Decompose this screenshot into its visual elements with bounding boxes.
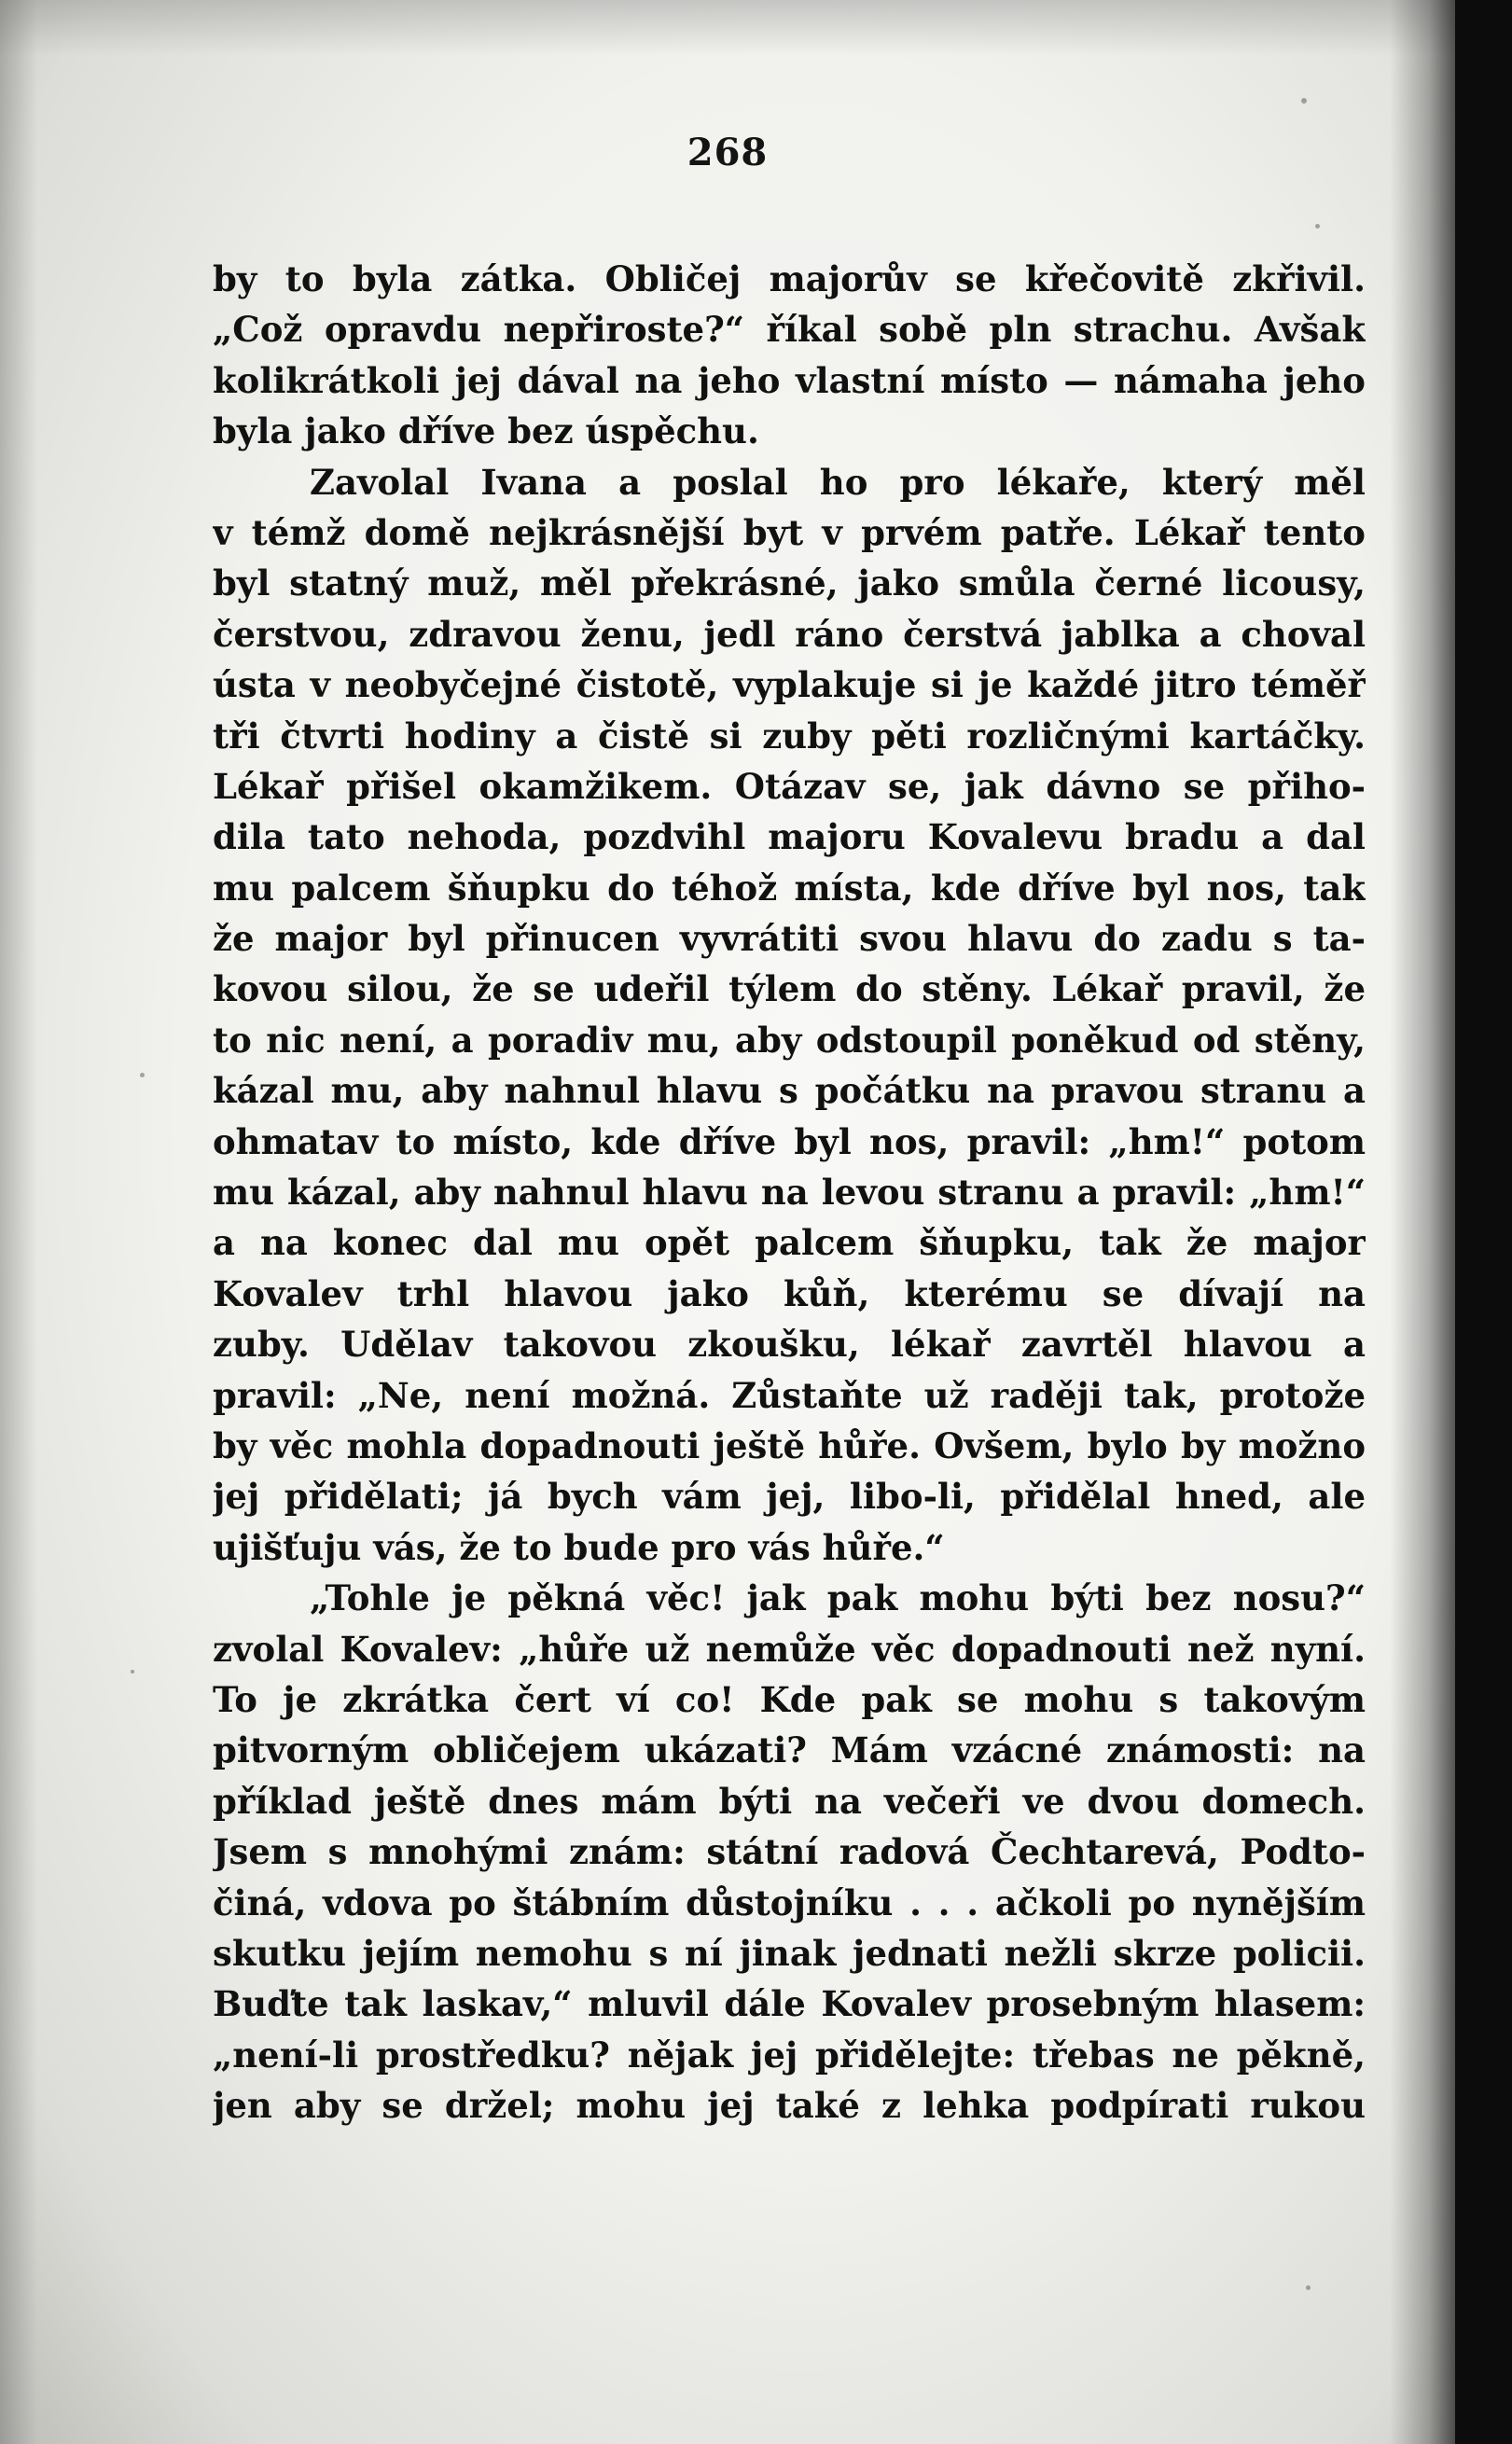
print-speck bbox=[1301, 98, 1307, 104]
text-line: zvolal Kovalev: „hůře už nemůže věc dopadnouti než nyní. bbox=[213, 1628, 1366, 1670]
text-line: to nic není, a poradiv mu, aby odstoupil poněkud od stěny, bbox=[213, 1019, 1366, 1061]
text-line: ujišťuju vás, že to bude pro vás hůře.“ bbox=[213, 1526, 945, 1568]
print-speck bbox=[1306, 2285, 1311, 2290]
text-line: Lékař přišel okamžikem. Otázav se, jak dávno se přiho- bbox=[213, 765, 1366, 807]
print-speck bbox=[140, 1073, 145, 1077]
text-line: skutku jejím nemohu s ní jinak jednati nežli skrze policii. bbox=[213, 1932, 1366, 1974]
text-line: jen aby se držel; mohu jej také z lehka podpírati rukou bbox=[213, 2085, 1366, 2127]
text-line: jej přidělati; já bych vám jej, libo-li, přidělal hned, ale bbox=[213, 1476, 1366, 1518]
page-top-shadow bbox=[0, 0, 1455, 56]
page-edge-shadow bbox=[1390, 0, 1455, 2444]
text-line: že major byl přinucen vyvrátiti svou hlavu do zadu s ta- bbox=[213, 918, 1366, 960]
print-speck bbox=[1315, 224, 1320, 229]
text-line: zuby. Udělav takovou zkoušku, lékař zavrtěl hlavou a bbox=[213, 1324, 1366, 1366]
text-line: kázal mu, aby nahnul hlavu s počátku na pravou stranu a bbox=[213, 1070, 1366, 1112]
text-line: pravil: „Ne, není možná. Zůstaňte už raději tak, protože bbox=[213, 1374, 1366, 1416]
text-line: To je zkrátka čert ví co! Kde pak se mohu s takovým bbox=[213, 1678, 1366, 1720]
text-line: tři čtvrti hodiny a čistě si zuby pěti rozličnými kartáčky. bbox=[213, 715, 1366, 757]
text-line: „není-li prostředku? nějak jej přidělejte: třebas ne pěkně, bbox=[213, 2034, 1366, 2076]
text-line: mu palcem šňupku do téhož místa, kde dříve byl nos, tak bbox=[213, 867, 1366, 909]
page-number: 268 bbox=[687, 131, 769, 174]
text-line: kolikrátkoli jej dával na jeho vlastní místo — námaha jeho bbox=[213, 359, 1366, 401]
text-line: Buďte tak laskav,“ mluvil dále Kovalev prosebným hlasem: bbox=[213, 1983, 1366, 2025]
text-line: kovou silou, že se udeřil týlem do stěny. Lékař pravil, že bbox=[213, 968, 1366, 1010]
text-line: „Tohle je pěkná věc! jak pak mohu býti bez nosu?“ bbox=[310, 1577, 1366, 1619]
text-line: ústa v neobyčejné čistotě, vyplakuje si je každé jitro téměř bbox=[213, 664, 1366, 706]
text-line: Jsem s mnohými znám: státní radová Čechtarevá, Podto- bbox=[213, 1831, 1366, 1873]
text-line: Zavolal Ivana a poslal ho pro lékaře, který měl bbox=[310, 461, 1366, 503]
text-line: v témž domě nejkrásnější byt v prvém patře. Lékař tento bbox=[213, 511, 1366, 553]
body-text bbox=[213, 254, 1366, 2131]
text-line: čerstvou, zdravou ženu, jedl ráno čerstvá jablka a choval bbox=[213, 613, 1366, 655]
text-line: byla jako dříve bez úspěchu. bbox=[213, 410, 759, 452]
text-line: dila tato nehoda, pozdvihl majoru Kovalevu bradu a dal bbox=[213, 816, 1366, 858]
text-line: pitvorným obličejem ukázati? Mám vzácné známosti: na bbox=[213, 1729, 1366, 1771]
text-line: ohmatav to místo, kde dříve byl nos, pravil: „hm!“ potom bbox=[213, 1120, 1366, 1162]
text-line: činá, vdova po štábním důstojníku . . . ačkoli po nynějším bbox=[213, 1882, 1366, 1923]
print-speck bbox=[131, 1670, 134, 1673]
text-line: a na konec dal mu opět palcem šňupku, tak že major bbox=[213, 1222, 1366, 1264]
text-line: byl statný muž, měl překrásné, jako smůla černé licousy, bbox=[213, 562, 1366, 604]
text-line: „Což opravdu nepřiroste?“ říkal sobě pln strachu. Avšak bbox=[213, 309, 1366, 351]
text-line: by věc mohla dopadnouti ještě hůře. Ovšem, bylo by možno bbox=[213, 1424, 1366, 1466]
text-line: Kovalev trhl hlavou jako kůň, kterému se dívají na bbox=[213, 1272, 1366, 1314]
text-line: mu kázal, aby nahnul hlavu na levou stranu a pravil: „hm!“ bbox=[213, 1172, 1366, 1214]
text-line: by to byla zátka. Obličej majorův se křečovitě zkřivil. bbox=[213, 258, 1366, 299]
page-left-shadow bbox=[0, 0, 37, 2444]
text-line: příklad ještě dnes mám býti na večeři ve dvou domech. bbox=[213, 1780, 1366, 1822]
